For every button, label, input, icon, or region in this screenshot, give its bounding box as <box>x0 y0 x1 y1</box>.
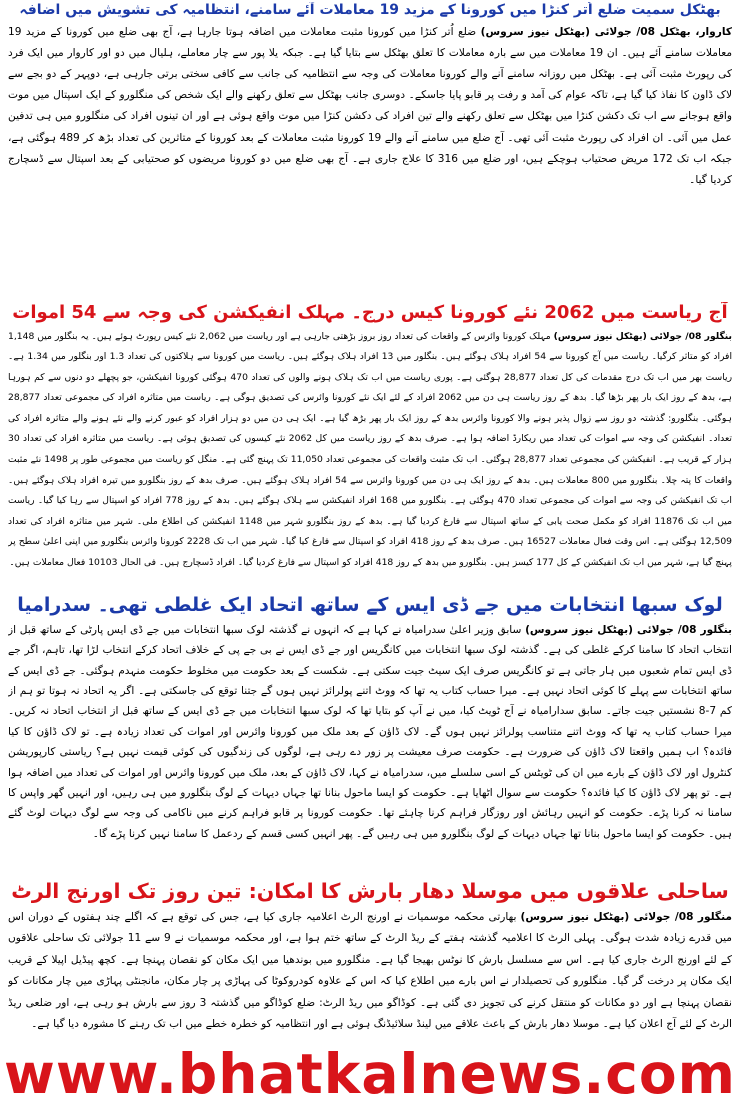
article-body <box>8 22 732 192</box>
site-banner: www.bhatkalnews.com <box>4 1042 736 1106</box>
article-headline: بھٹکل سمیت ضلع اُتر کنڑا میں کورونا کے مزید 19 معاملات آئے سامنے، انتظامیہ کی تشویش میں اضافہ <box>19 2 721 18</box>
article-covid-uttara-kannada <box>8 2 732 300</box>
article-dateline: کاروار، بھٹکل 08/ جولائی (بھٹکل نیوز سروس) <box>480 25 732 38</box>
article-text: ضلع اُتر کنڑا میں کورونا مثبت معاملات میں اضافہ ہوتا جارہا ہے، آج بھی ضلع میں کورونا کے مزید 19 معاملات سامنے آئے ہیں۔ ان 19 معاملات میں سے بارہ معاملات کا تعلق بھٹکل سے بتایا گیا ہے۔ جبکہ یلا پور سے چار معاملے، ہلیال میں دو اور کاروار میں ایک فرد کی رپورٹ مثبت آئی ہے۔ بھٹکل میں روزانہ سامنے آنے والے کورونا معاملات کی وجہ سے انتظامیہ کی جانب سے کافی سختی برتی جارہی ہے، دوپہر کے دو بجے سے لاک ڈاون کا نفاذ کیا گیا ہے، تاکہ عوام کی آمد و رفت پر قابو پایا جاسکے۔ دوسری جانب بھٹکل سے تعلق رکھنے والے ایک شخص کی منگلورو کے ایک اسپتال میں موت واقع ہوجانے سے اب تک دکشن کنڑا میں بھٹکل سے تعلق رکھنے والے تین افراد کی دکشن کنڑا میں موت واقع ہوئی ہے اور ان تینوں افراد کی منگلورو میں ہی تدفین عمل میں آئی۔ ان افراد کی رپورٹ مثبت آئی تھی۔ آج ضلع میں سامنے آنے والے 19 کورونا مثبت معاملات کے بعد کورونا کے متاثرین کی تعداد بڑھ کر 489 ہوگئی ہے، جبکہ اب تک 172 مریض صحتیاب ہوچکے ہیں، اور ضلع میں 316 کا علاج جاری ہے۔ آج بھی ضلع میں دو کورونا مریضوں کو صحتیابی کے بعد اسپتال سے ڈسچارج کردیا گیا۔ <box>8 25 732 186</box>
article-dateline: منگلور 08/ جولائی (بھٹکل نیوز سروس) <box>520 910 732 923</box>
article-body <box>8 907 732 1036</box>
article-body <box>8 327 732 574</box>
article-headline: ساحلی علاقوں میں موسلا دھار بارش کا امکان: تین روز تک اورنج الرٹ <box>11 879 729 903</box>
article-headline: لوک سبھا انتخابات میں جے ڈی ایس کے ساتھ اتحاد ایک غلطی تھی۔ سدرامیا <box>17 594 723 616</box>
article-headline: آج ریاست میں 2062 نئے کورونا کیس درج۔ مہلک انفیکشن کی وجہ سے 54 اموات <box>12 302 728 323</box>
article-dateline: بنگلور 08/ جولائی (بھٹکل نیوز سروس) <box>525 623 732 636</box>
article-body <box>8 620 732 844</box>
article-coastal-rain-alert <box>8 879 732 1039</box>
article-dateline: بنگلور 08/ جولائی (بھٹکل نیوز سروس) <box>553 330 732 342</box>
article-siddaramaiah-jds-alliance <box>8 594 732 879</box>
article-covid-state-cases <box>8 302 732 592</box>
article-text: سابق وزیر اعلیٰ سدرامیاہ نے کہا ہے کہ انہوں نے گذشتہ لوک سبھا انتخابات میں جے ڈی ایس پارٹی کے ساتھ قبل از انتخاب اتحاد کا سامنا کرکے غلطی کی ہے۔ گذشتہ لوک سبھا انتخابات میں کانگریس اور جے ڈی ایس نے بی جے پی کے خلاف اتحاد کرکے انتخاب لڑا تھا، تاہم، اگر جے ڈی ایس تمام شعبوں میں ہار جاتی ہے تو کانگریس صرف ایک سیٹ جیت سکتی ہے۔ شکست کے بعد حکومت میں مخلوط حکومت منہدم ہوگئی۔ جے ڈی ایس کے ساتھ انتخابات سے پہلے کا کوئی اتحاد نہیں ہے۔ میرا حساب کتاب یہ تھا کہ ووٹ اتنے پولرائز نہیں ہوں گے جتنا توقع کی جاسکتی ہے۔ اگر یہ اتحاد نہ ہوتا تو ہم از کم 7-8 نشستیں جیت جاتے۔ سابق سدارامیاہ نے آج ٹویٹ کیا، میں نے آپ کو بتایا تھا کہ لوک سبھا انتخابات میں جے ڈی ایس کے ساتھ قبل از انتخاب اتحاد نہ کریں۔ میرا حساب کتاب یہ تھا کہ ووٹ اتنے متناسب پولرائز نہیں ہوں گے۔ لاک ڈاؤن کے بعد ملک میں کورونا وائرس اور اموات کی تعداد زیادہ ہے۔ تو لاک ڈاؤن کا کیا فائدہ؟ اب ہمیں واقعتا لاک ڈاؤن کی ضرورت ہے۔ حکومت صرف معیشت پر زور دے رہی ہے، لوگوں کی زندگیوں کی کوئی قیمت نہیں ہے؟ ریاستی کارپوریشن کنٹرول اور لاک ڈاؤن کے بارے میں ان کی ٹویٹس کے اسی سلسلے میں، سدرامیاہ نے کہا، لاک ڈاؤن کے بعد، ملک میں کورونا وائرس اور اموات کی تعداد میں اضافہ ہوا ہے۔ تو پھر لاک ڈاؤن کا کیا فائدہ؟ حکومت سے سوال اٹھایا ہے۔ حکومت کو ایسا ماحول بنانا تھا جہاں دیہات کے لوگ بنگلورو میں ہی رہیں، اور انہیں گھر واپس کا سامنا نہ کرنا پڑے۔ حکومت کو انہیں رہائش اور روزگار فراہم کرنا چاہئے تھا۔ حکومت کورونا پر قابو فراہم کرنے میں ناکامی کی وجہ سے لوگ دیہات لوٹ گئے ہیں۔ حکومت کو ایسا ماحول بنانا تھا جہاں دیہات کے لوگ بنگلورو میں ہی رہیں گے۔ پھر انہیں کسی قسم کے ردعمل کا سامنا نہیں کرنا پڑے گا۔ <box>8 623 732 840</box>
article-text: مہلک کورونا وائرس کے واقعات کی تعداد روز بروز بڑھتی جارہی ہے اور ریاست میں 2,062 نئے کیس رپورٹ ہوئے ہیں۔ یہ بنگلور میں 1,148 افراد کو متاثر کرگیا۔ ریاست میں آج کورونا سے 54 افراد ہلاک ہوگئے ہیں۔ بنگلور میں 13 افراد ہلاک ہوگئے ہیں۔ ریاست میں کورونا سے ہلاکتوں کی تعداد 1.3 اور بنگلور میں 1.34 ہے۔ ریاست بھر میں اب تک درج مقدمات کی کل تعداد 28,877 ہوگئی ہے۔ پوری ریاست میں اب تک ہلاک ہونے والوں کی تعداد 470 ہوگئی کورونا انفیکشن، جو پچھلے دو دنوں سے کم ہورہا ہے، بدھ کے روز ایک بار پھر بڑھا گیا۔ بدھ کے روز ریاست ہی دن میں 2062 افراد کے لئے ایک نئے کورونا وائرس کی تصدیق ہوگی ہے۔ ریاست میں متاثرہ افراد کی مجموعی تعداد 28,877 ہوگئی۔ بنگلورو: گذشتہ دو روز سے زوال پذیر ہونے والا کورونا وائرس بدھ کے روز ایک بار پھر بڑھ گیا ہے۔ ایک ہی دن میں دو ہزار افراد کو عبور کرنے والے نئے ہونے والے متاثرہ افراد کی تعداد۔ انفیکشن کی وجہ سے اموات کی تعداد میں ریکارڈ اضافہ ہوا ہے۔ صرف بدھ کے روز ریاست میں کل 2062 نئے کیسوں کی تصدیق ہوئی ہے۔ ریاست میں متاثرہ افراد کی تعداد 30 ہزار کے قریب ہے۔ انفیکشن کی مجموعی تعداد 28,877 ہوگئی۔ اب تک مثبت واقعات کی مجموعی تعداد 11,050 تک پہنچ گئی ہے۔ منگل کو ریاست میں مجموعی طور پر 1498 نئے مثبت واقعات کا پتہ چلا۔ بنگلورو میں 800 معاملات ہیں۔ بدھ کے روز ایک ہی دن میں کورونا وائرس سے 54 افراد ہلاک ہوگئے ہیں۔ صرف بدھ کے روز بنگلورو میں تیرہ افراد ہلاک ہوگئے ہیں۔ اب تک انفیکشن کی وجہ سے اموات کی مجموعی تعداد 470 ہوگئی ہے۔ بنگلورو میں 168 افراد انفیکشن سے ہلاک ہوگئے ہیں۔ بدھ کے روز 778 افراد کو اسپتال سے رہا کیا گیا۔ ریاست میں اب تک 11876 افراد کو مکمل صحت یابی کے ساتھ اسپتال سے فارغ کردیا گیا ہے۔ بدھ کے روز بنگلورو شہر میں 1148 انفیکشن کی اطلاع ملی۔ شہر میں متاثرہ افراد کی تعداد 12,509 ہوگئی ہے۔ اس وقت فعال معاملات 16527 ہیں۔ صرف بدھ کے روز 418 افراد کو اسپتال سے فارغ کیا گیا۔ شہر میں اب تک 2228 کورونا وائرس بنگلورو میں اپنی اعلیٰ سطح پر پہنچ گیا ہے، شہر میں اب تک انفیکشن کے کل 177 کیسز ہیں۔ بنگلورو میں بدھ کے روز 418 افراد کو اسپتال سے فارغ کردیا گیا۔ افراد ڈسچارج ہیں۔ فی الحال 10103 فعال معاملات ہیں۔ <box>8 330 732 569</box>
article-text: بھارتی محکمہ موسمیات نے اورنج الرٹ اعلامیہ جاری کیا ہے، جس کی توقع ہے کہ اگلے چند ہفتوں کے دوران اس میں قدرے زیادہ شدت ہوگی۔ پہلی الرٹ کا اعلامیہ گذشتہ ہفتے کے ریڈ الرٹ کے ساتھ ختم ہوا ہے، اور محکمہ موسمیات نے 9 سے 11 جولائی تک ساحلی علاقوں کے لئے اورنج الرٹ جاری کیا ہے۔ اس سے مسلسل بارش کا نوٹس بھیجا گیا ہے۔ منگلورو میں بوندھیا میں ایک مکان کو نقصان پہنچا ہے۔ کچھ پیڈیل اپیلا کے قریب ایک مکان پر درخت گر گیا۔ منگلورو کی تحصیلدار نے اس بارے میں اطلاع کیا کہ اس کے علاوہ کودروکوٹا کی پہاڑی پر چار مکان، مانجنٹی پہاڑی میں چار مکانات کو نقصان پہنچا ہے اور دو مکانات کو منتقل کرنے کی تجویز دی گئی ہے۔ کوڈاگو میں ریڈ الرٹ: ضلع کوڈاگو میں گذشتہ 3 روز سے بارش ہو رہی ہے، اور ضلعی ریڈ الرٹ کے لئے آج اعلان کیا ہے۔ موسلا دھار بارش کے باعث علاقے میں لینڈ سلائیڈنگ ہوئی ہے اور انتظامیہ کو خطرہ خطے میں اب تک رہنے کا مشورہ دیا گیا ہے۔ <box>8 910 732 1031</box>
